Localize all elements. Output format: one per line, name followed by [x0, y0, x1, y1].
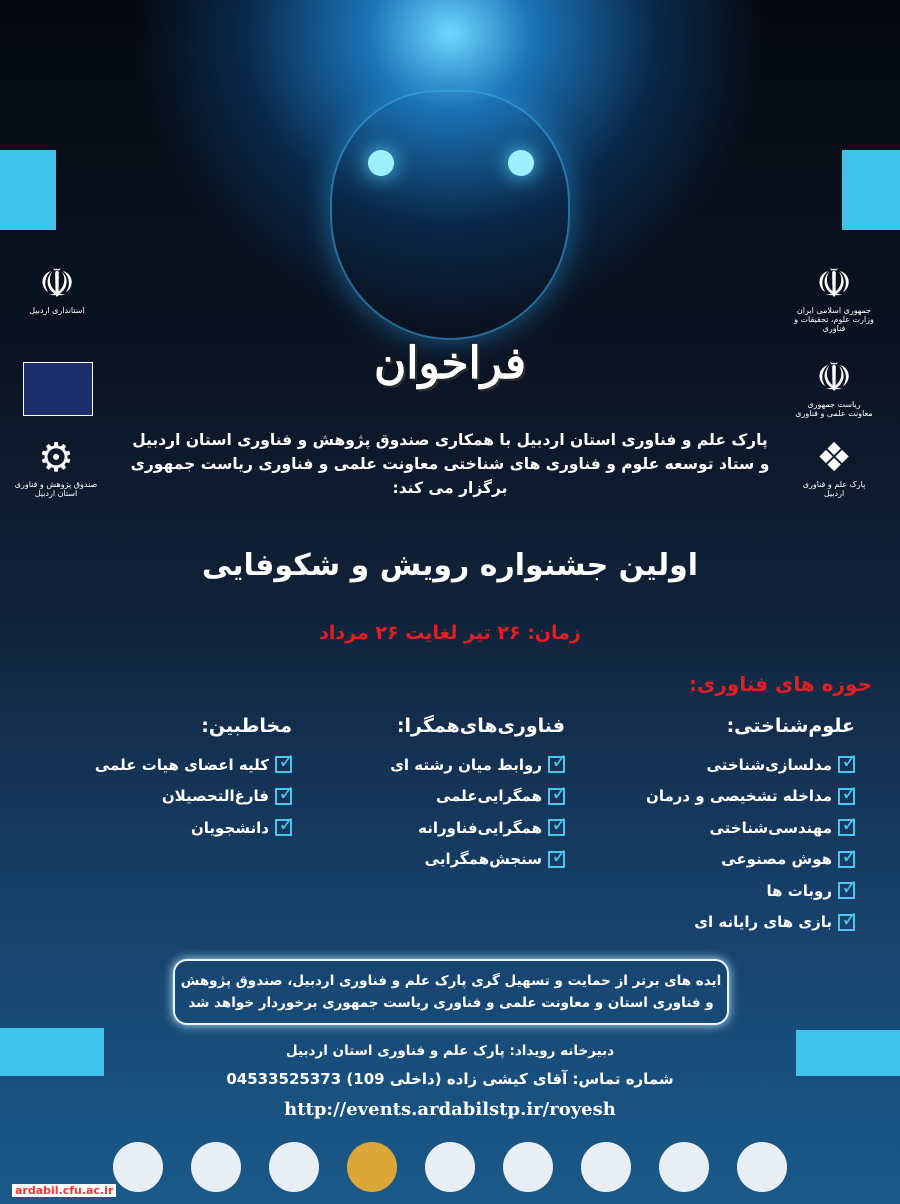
decor-square [842, 150, 900, 230]
ai-head-illustration [330, 90, 570, 340]
item-label: همگرایی‌علمی [435, 787, 542, 806]
checkbox-icon [838, 851, 855, 868]
intro-line: برگزار می کند: [392, 479, 508, 497]
list-item [390, 812, 565, 844]
stp-logo-icon: ❖ [816, 435, 852, 481]
checkbox-icon [838, 788, 855, 805]
list-item [646, 844, 855, 876]
list-item [646, 749, 855, 781]
notice-line: و فناوری استان و معاونت علمی و فناوری ریاست جمهوری برخوردار خواهد شد [188, 995, 714, 1011]
iran-emblem-icon: ☫ [39, 261, 75, 307]
logo-caption: وزارت علوم، تحقیقات و فناوری [794, 315, 874, 333]
column-convergent-tech [390, 715, 565, 875]
notice-line: ایده های برتر از حمایت و تسهیل گری پارک علم و فناوری اردبیل، صندوق پژوهش [180, 973, 722, 989]
checkbox-icon [548, 819, 565, 836]
logo-science-ministry [794, 262, 874, 333]
checkbox-icon [548, 788, 565, 805]
eye-glow [368, 150, 394, 176]
sponsor-logo [347, 1142, 397, 1192]
item-label: دانشجویان [190, 818, 269, 837]
item-label: سنجش‌همگرایی [424, 850, 542, 869]
list-item [95, 749, 292, 781]
list-item [95, 812, 292, 844]
support-notice [173, 959, 729, 1025]
column-audience [95, 715, 292, 844]
gear-logo-icon: ⚙ [38, 435, 74, 481]
iran-emblem-icon: ☫ [816, 261, 852, 307]
logo-caption: ریاست جمهوری [807, 400, 861, 409]
item-label: فارغ‌التحصیلان [161, 787, 269, 806]
item-label: بازی های رایانه ای [694, 913, 832, 932]
sponsor-logo [191, 1142, 241, 1192]
item-label: هوش مصنوعی [721, 850, 832, 869]
list-item [646, 812, 855, 844]
contact-info: شماره تماس: آقای کیشی زاده (داخلی 109) 04533525373 [226, 1070, 674, 1088]
logo-caption: معاونت علمی و فناوری [795, 409, 873, 418]
event-date: زمان: ۲۶ تیر لغایت ۲۶ مرداد [319, 622, 581, 644]
checkbox-icon [838, 819, 855, 836]
logo-caption: استانداری اردبیل [29, 306, 85, 315]
item-label: همگرایی‌فناورانه [418, 818, 542, 837]
item-label: کلیه اعضای هیات علمی [94, 755, 269, 774]
list-item [646, 781, 855, 813]
intro-line: پارک علم و فناوری استان اردبیل با همکاری صندوق پژوهش و فناوری استان اردبیل [132, 431, 768, 449]
call-title: فراخوان [373, 338, 526, 389]
column-heading: علوم‌شناختی: [726, 715, 855, 737]
item-label: روابط میان رشته ای [390, 755, 542, 774]
column-heading: مخاطبین: [201, 715, 292, 737]
sponsor-logos [0, 1130, 900, 1204]
list-item [390, 844, 565, 876]
watermark: ardabil.cfu.ac.ir [12, 1184, 116, 1197]
checkbox-icon [275, 788, 292, 805]
column-cognitive-sciences [646, 715, 855, 938]
checkbox-icon [838, 882, 855, 899]
item-label: مدلسازی‌شناختی [706, 755, 832, 774]
event-url[interactable]: http://events.ardabilstp.ir/royesh [284, 1099, 616, 1120]
iran-emblem-icon: ☫ [816, 355, 852, 401]
eye-glow [508, 150, 534, 176]
sponsor-logo [659, 1142, 709, 1192]
list-item [390, 749, 565, 781]
intro-line: و ستاد توسعه علوم و فناوری های شناختی معاونت علمی و فناوری ریاست جمهوری [130, 455, 770, 473]
checkbox-icon [548, 851, 565, 868]
sponsor-logo [113, 1142, 163, 1192]
decor-square [0, 150, 56, 230]
checkbox-icon [548, 756, 565, 773]
list-item [390, 781, 565, 813]
item-label: روبات ها [766, 881, 832, 900]
column-heading: فناوری‌های‌همگرا: [396, 715, 565, 737]
list-item [646, 875, 855, 907]
logo-caption: صندوق پژوهش و فناوری استان اردبیل [14, 480, 98, 498]
sponsor-logo [425, 1142, 475, 1192]
logo-caption: پارک علم و فناوری اردبیل [802, 480, 866, 498]
item-label: مداخله تشخیصی و درمان [646, 787, 832, 806]
checkbox-icon [838, 914, 855, 931]
checkbox-icon [275, 819, 292, 836]
checkbox-icon [838, 756, 855, 773]
checkbox-icon [275, 756, 292, 773]
festival-title: اولین جشنواره رویش و شکوفایی [201, 548, 699, 583]
sponsor-logo [269, 1142, 319, 1192]
item-label: مهندسی‌شناختی [709, 818, 832, 837]
areas-heading: حوزه های فناوری: [689, 672, 872, 696]
intro-text [0, 428, 900, 500]
list-item [95, 781, 292, 813]
sponsor-logo [503, 1142, 553, 1192]
sponsor-logo [581, 1142, 631, 1192]
sponsor-logo [737, 1142, 787, 1192]
logo-ardabil-governorate [18, 262, 96, 315]
list-item [646, 907, 855, 939]
logo-caption: جمهوری اسلامی ایران [796, 306, 872, 315]
secretariat: دبیرخانه رویداد: پارک علم و فناوری استان اردبیل [285, 1043, 615, 1059]
